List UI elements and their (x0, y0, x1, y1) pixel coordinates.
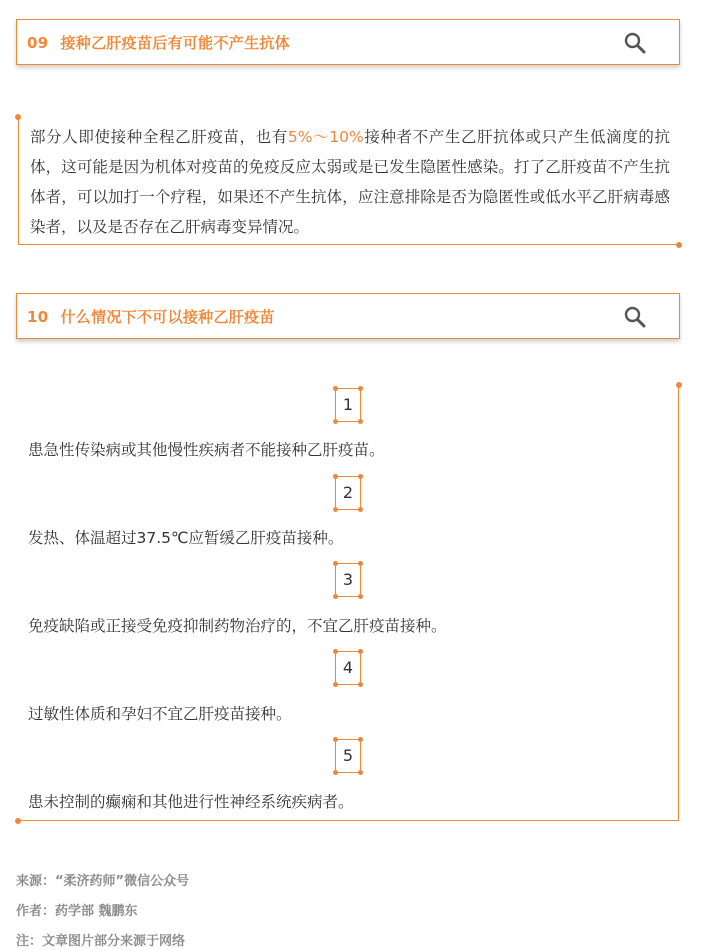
search-icon[interactable] (623, 31, 647, 55)
item-number-badge (335, 388, 361, 422)
section-09-header (16, 19, 680, 65)
list-item: 患急性传染病或其他慢性疾病者不能接种乙肝疫苗。 (28, 441, 385, 459)
section-09-number: 09 (27, 34, 49, 52)
section-10-title (27, 294, 275, 340)
footer-source: 来源：“柔济药师”微信公众号 (16, 874, 190, 889)
frame-dot (676, 242, 682, 248)
item-number: 1 (342, 395, 354, 414)
section-10-number: 10 (27, 308, 49, 326)
frame-dot (15, 114, 21, 120)
frame-dot (676, 382, 682, 388)
item-number: 2 (342, 483, 354, 502)
section-09-paragraph (30, 122, 670, 242)
section-10-title-text: 什么情况下不可以接种乙肝疫苗 (60, 308, 275, 326)
list-item: 过敏性体质和孕妇不宜乙肝疫苗接种。 (28, 705, 292, 723)
frame-dot (15, 818, 21, 824)
section-10-header (16, 293, 680, 339)
section-09-title-text: 接种乙肝疫苗后有可能不产生抗体 (60, 34, 290, 52)
list-item: 发热、体温超过37.5℃应暂缓乙肝疫苗接种。 (28, 529, 344, 547)
section-09-title (27, 20, 290, 66)
item-number: 3 (342, 570, 354, 589)
footer-author: 作者：药学部 魏鹏东 (16, 904, 138, 919)
item-number: 4 (342, 658, 354, 677)
paragraph-text-end: 接种者不产生乙肝抗体或只产生低滴度的抗体，这可能是因为机体对疫苗的免疫反应太弱或是已发生隐匿性感染。打了乙肝疫苗不产生抗体者，可以加打一个疗程，如果还不产生抗体，应注意排除是否为隐匿性或低水平乙肝病毒感染者，以及是否存在乙肝病毒变异情况。 (30, 128, 670, 236)
item-number: 5 (342, 746, 354, 765)
paragraph-highlight: 5%～10% (287, 128, 364, 146)
paragraph-text-start: 部分人即使接种全程乙肝疫苗，也有 (30, 128, 288, 146)
item-number-badge (335, 651, 361, 685)
list-item: 患未控制的癫痫和其他进行性神经系统疾病者。 (28, 793, 354, 811)
footer-note: 注：文章图片部分来源于网络 (16, 934, 186, 949)
list-item: 免疫缺陷或正接受免疫抑制药物治疗的，不宜乙肝疫苗接种。 (28, 617, 447, 635)
item-number-badge (335, 739, 361, 773)
item-number-badge (335, 563, 361, 597)
item-number-badge (335, 476, 361, 510)
search-icon[interactable] (623, 305, 647, 329)
